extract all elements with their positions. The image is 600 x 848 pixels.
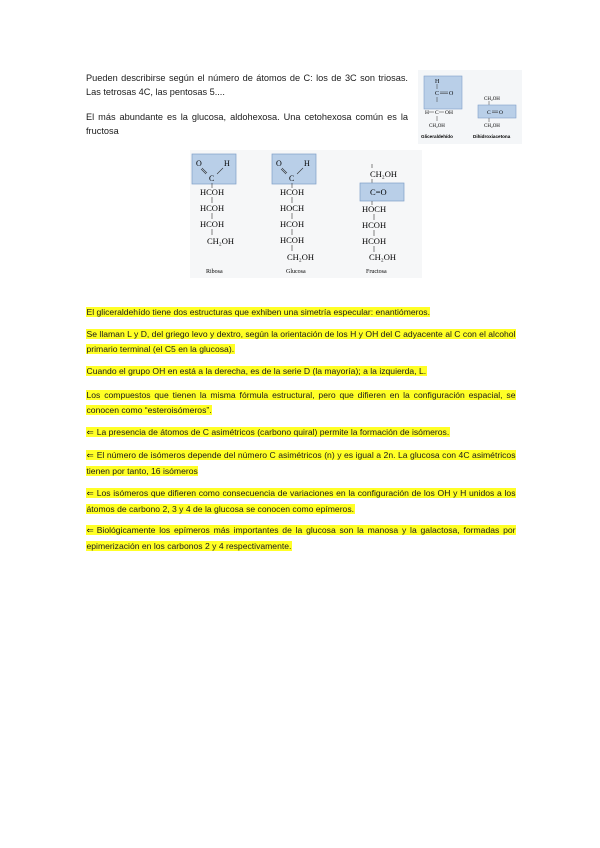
highlight-paragraph-numero-isomeros <box>86 448 516 478</box>
ribosa-row-1: HCOH <box>200 187 225 197</box>
intro-paragraph-2: El más abundante es la glucosa, aldohexosa. Una cetohexosa común es la fructosa <box>86 112 408 136</box>
glucosa-row-4: HCOH <box>280 235 305 245</box>
intro-paragraph-1: Pueden describirse según el número de átomos de C: los de 3C son triosas. Las tetrosas 4C, las pentosas 5.... <box>86 73 408 97</box>
ribosa-row-4: CH₂OH <box>207 236 235 246</box>
glucosa-row-1: HCOH <box>280 187 305 197</box>
arrow-bullet-icon: ⇐ <box>86 428 94 438</box>
highlight-text: Cuando el grupo OH en está a la derecha, es de la serie D (la mayoría); a la izquierda, L. <box>86 366 427 376</box>
ribosa-row-3: HCOH <box>200 219 225 229</box>
ribosa-c: C <box>209 174 215 183</box>
highlight-paragraph-esteroisomeros <box>86 388 516 417</box>
glucosa-c: C <box>289 174 295 183</box>
dha-c2: C <box>487 110 491 116</box>
glyc-c1: C <box>435 91 440 97</box>
fructosa-row-3: HCOH <box>362 236 387 246</box>
sugars-structure-figure <box>190 150 422 278</box>
ribosa-o: O <box>196 159 202 168</box>
ketone-group-box <box>478 105 516 118</box>
highlight-text: El gliceraldehído tiene dos estructuras que exhiben una simetría especular: enantiómeros. <box>86 307 430 317</box>
glucosa-row-2: HOCH <box>280 203 305 213</box>
glyceraldehyde-dihydroxyacetone-figure <box>418 70 522 144</box>
highlight-paragraph-manosa-galactosa <box>86 523 516 553</box>
highlight-paragraph-epimeros <box>86 486 516 516</box>
aldehyde-group-box <box>424 76 462 109</box>
glyc-mid-h: H <box>425 110 429 116</box>
highlight-text: La presencia de átomos de C asimétricos (carbono quiral) permite la formación de isómeros. <box>96 427 450 437</box>
highlight-text: Se llaman L y D, del griego levo y dextro, según la orientación de los H y OH del C adyacente al C con el alcohol primario terminal (el C5 en la glucosa). <box>86 329 516 354</box>
caption-ribosa: Ribosa <box>206 269 223 275</box>
caption-fructosa: Fructosa <box>366 269 387 275</box>
highlight-paragraph-serie-d <box>86 364 516 379</box>
glyc-bottom: CH₂OH <box>429 124 445 129</box>
glyc-mid-c: C <box>435 110 439 116</box>
highlight-paragraph-enantiomeros <box>86 305 516 320</box>
dha-bottom: CH₂OH <box>484 124 500 129</box>
fructosa-top: CH₂OH <box>370 169 398 179</box>
glucosa-row-3: HCOH <box>280 219 305 229</box>
highlight-paragraph-carbono-quiral <box>86 425 516 441</box>
caption-dihidroxiacetona: Dihidroxiacetona <box>473 134 511 139</box>
highlight-text: Los compuestos que tienen la misma fórmula estructural, pero que difieren en la configuración espacial, se conocen como “esteroisómeros”. <box>86 390 516 415</box>
glyc-o1: O <box>449 91 454 97</box>
ribosa-h: H <box>224 159 230 168</box>
arrow-bullet-icon: ⇐ <box>86 451 94 461</box>
arrow-bullet-icon: ⇐ <box>86 526 94 536</box>
fructosa-co: C=O <box>370 187 387 197</box>
highlight-text: Los isómeros que difieren como consecuencia de variaciones en la configuración de los OH y H unidos a los átomos de carbono 2, 3 y 4 de la glucosa se conocen como epímeros. <box>86 488 516 514</box>
glyc-mid-oh: OH <box>445 110 453 116</box>
glyc-top-h: H <box>435 79 440 85</box>
dha-top: CH₂OH <box>484 97 500 102</box>
ribosa-row-2: HCOH <box>200 203 225 213</box>
highlight-paragraph-l-d <box>86 327 516 356</box>
fructosa-row-1: HOCH <box>362 204 387 214</box>
highlight-text: Biológicamente los epímeros más importantes de la glucosa son la manosa y la galactosa, formadas por epimerización en los carbonos 2 y 4 respectivamente. <box>86 525 516 551</box>
glucosa-h: H <box>304 159 310 168</box>
glucosa-o: O <box>276 159 282 168</box>
dha-o2: O <box>499 110 503 116</box>
fructosa-row-4: CH₂OH <box>369 252 397 262</box>
caption-glucosa: Glucosa <box>286 269 306 275</box>
fructosa-row-2: HCOH <box>362 220 387 230</box>
arrow-bullet-icon: ⇐ <box>86 489 94 499</box>
highlight-text: El número de isómeros depende del número C asimétricos (n) y es igual a 2n. La glucosa con 4C asimétricos tienen por tanto, 16 isómeros <box>86 450 516 476</box>
caption-gliceraldehido: Gliceraldehído <box>421 134 453 139</box>
glucosa-row-5: CH₂OH <box>287 252 315 262</box>
